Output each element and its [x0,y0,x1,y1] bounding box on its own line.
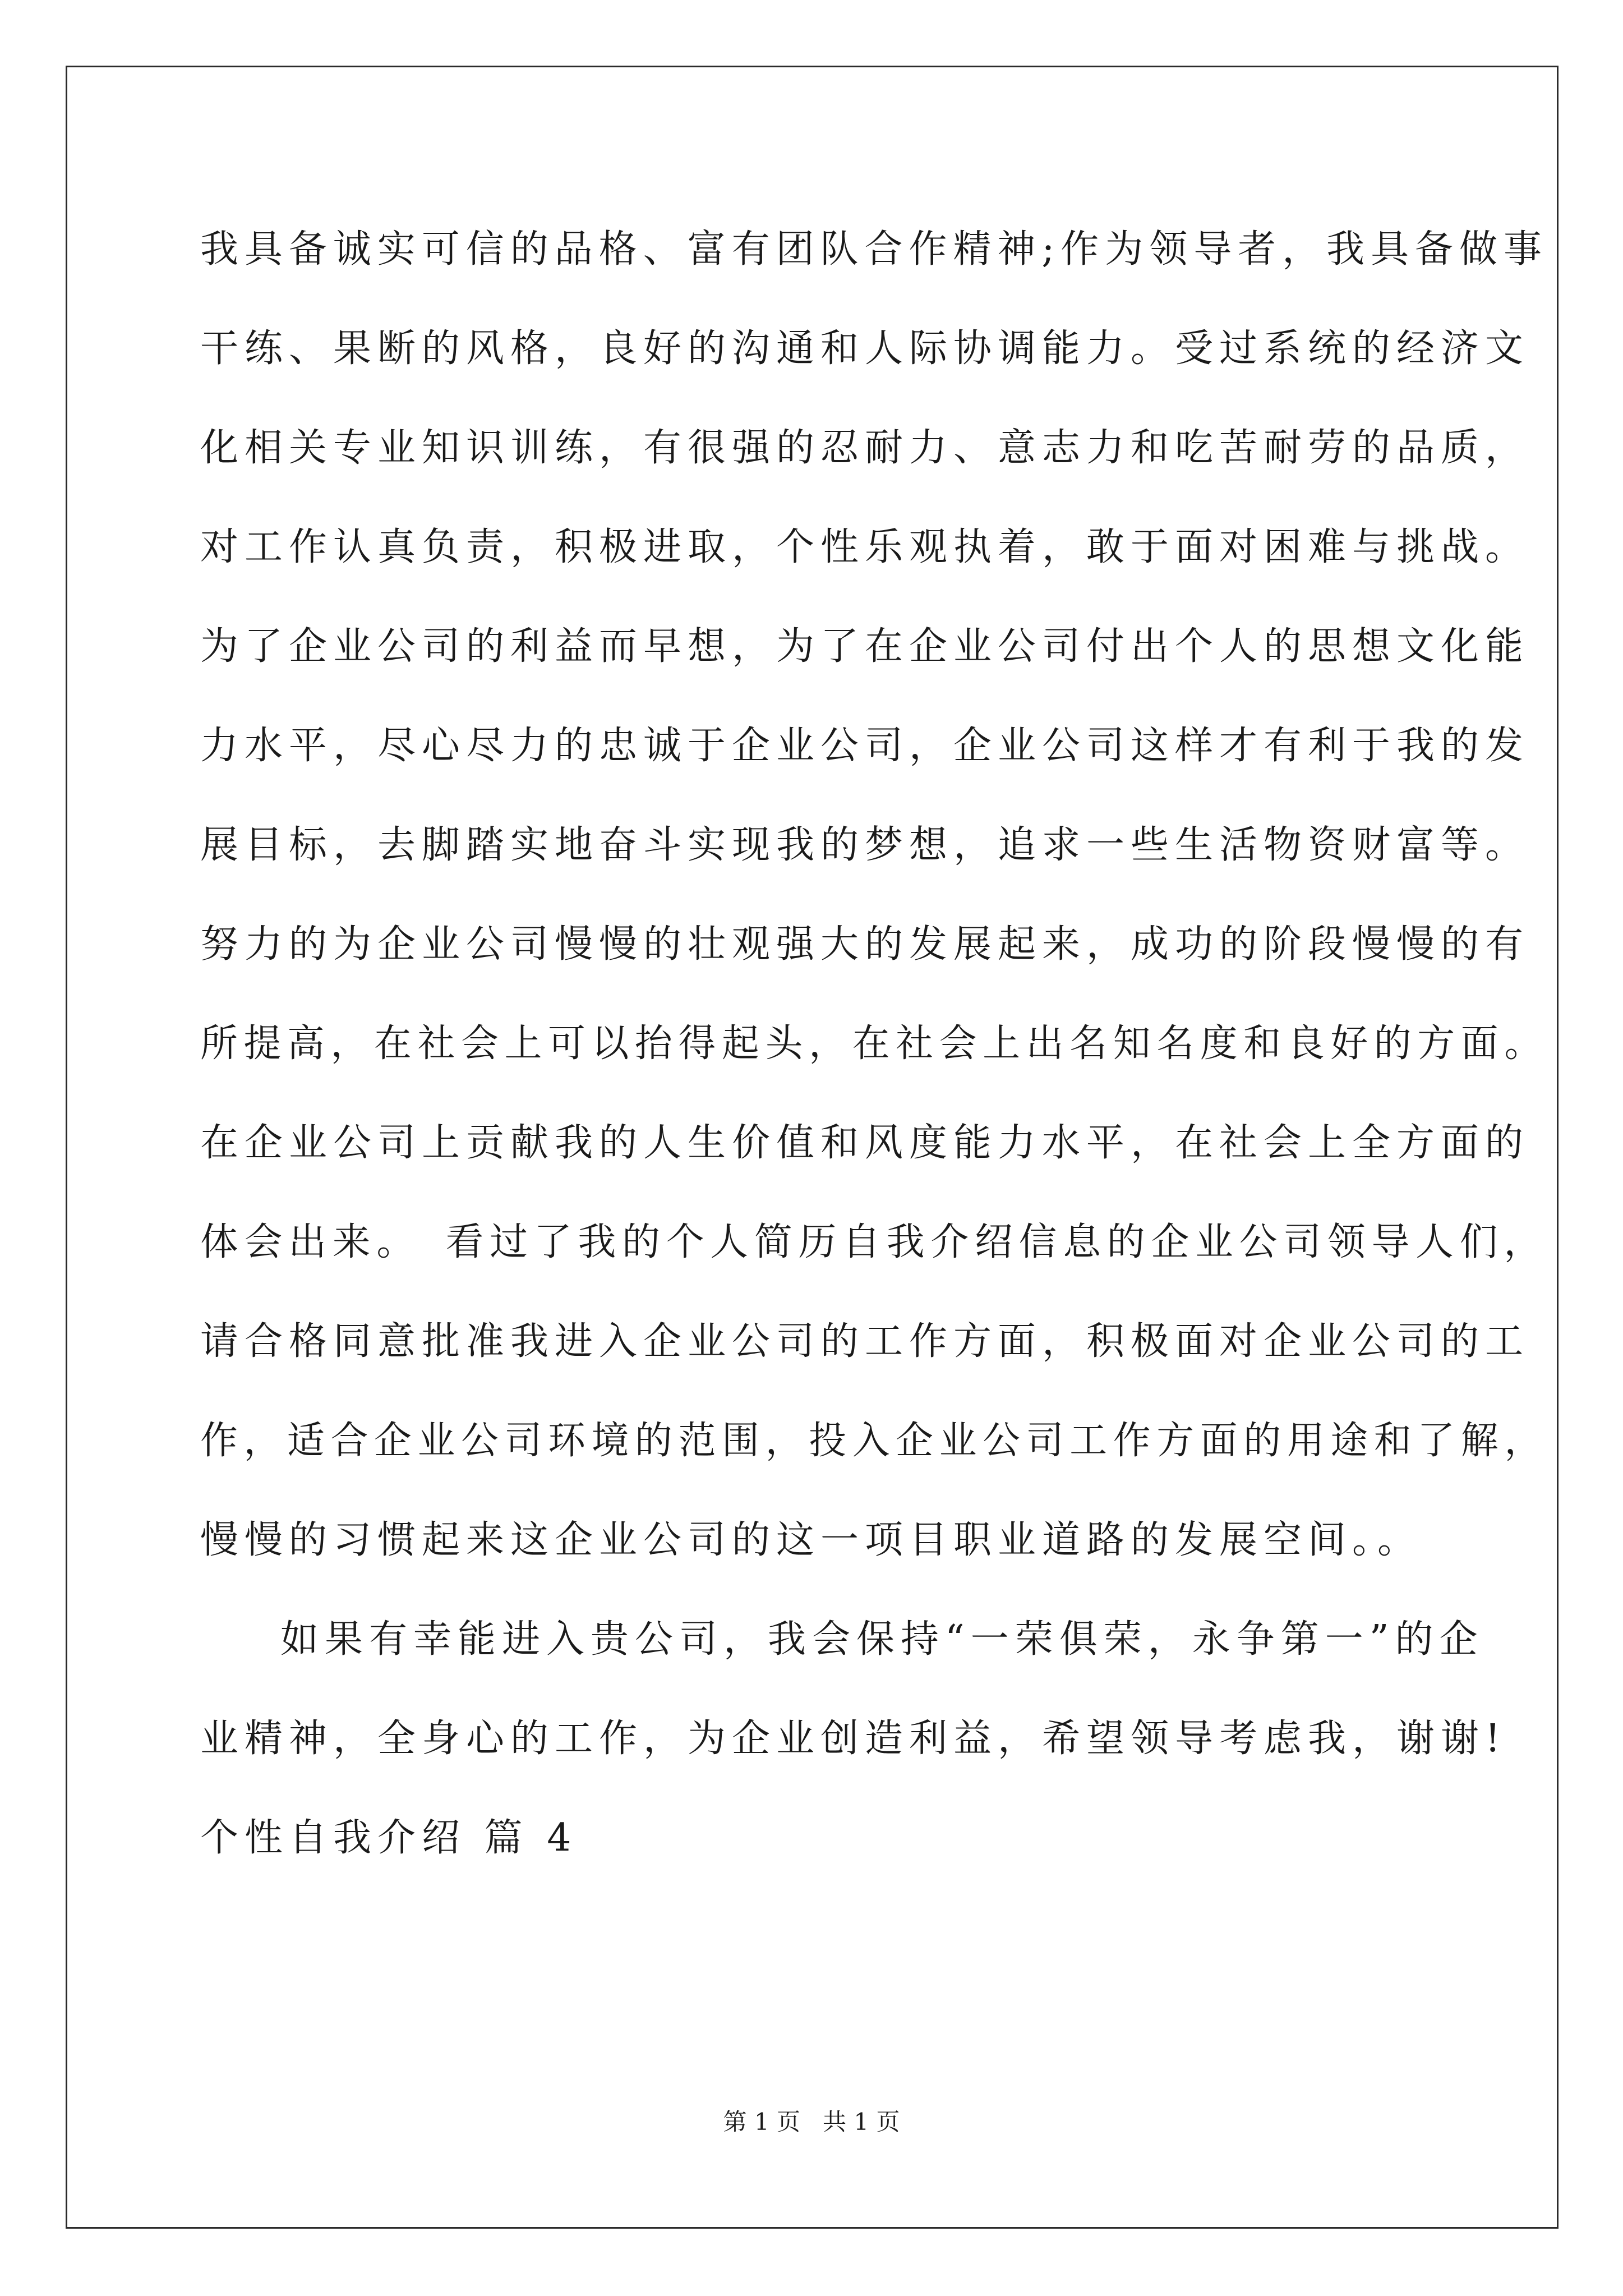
paragraph-line-5: 为了企业公司的利益而早想，为了在企业公司付出个人的思想文化能 [200,624,1530,669]
paragraph-line-2: 干练、果断的风格，良好的沟通和人际协调能力。受过系统的经济文 [200,326,1530,371]
paragraph-line-3: 化相关专业知识训练，有很强的忍耐力、意志力和吃苦耐劳的品质， [200,426,1530,470]
paragraph-line-11: 体会出来。 看过了我的个人简历自我介绍信息的企业公司领导人们， [200,1220,1548,1264]
paragraph-line-4: 对工作认真负责，积极进取，个性乐观执着，敢于面对困难与挑战。 [200,525,1530,569]
paragraph-line-15: 如果有幸能进入贵公司，我会保持“一荣俱荣，永争第一”的企 [280,1617,1484,1662]
paragraph-line-12: 请合格同意批准我进入企业公司的工作方面，积极面对企业公司的工 [200,1319,1530,1364]
paragraph-line-13: 作，适合企业公司环境的范围，投入企业公司工作方面的用途和了解， [200,1419,1548,1463]
paragraph-line-10: 在企业公司上贡献我的人生价值和风度能力水平，在社会上全方面的 [200,1121,1530,1165]
section-heading: 个性自我介绍 篇 4 [200,1816,578,1860]
paragraph-line-1: 我具备诚实可信的品格、富有团队合作精神;作为领导者，我具备做事 [200,227,1548,272]
paragraph-line-6: 力水平，尽心尽力的忠诚于企业公司，企业公司这样才有利于我的发 [200,724,1530,768]
paragraph-line-7: 展目标，去脚踏实地奋斗实现我的梦想，追求一些生活物资财富等。 [200,823,1530,867]
page-number-footer: 第 1 页 共 1 页 [723,2108,900,2136]
paragraph-line-9: 所提高，在社会上可以抬得起头，在社会上出名知名度和良好的方面。 [200,1022,1548,1066]
paragraph-line-16: 业精神，全身心的工作，为企业创造利益，希望领导考虑我，谢谢! [200,1717,1507,1761]
paragraph-line-8: 努力的为企业公司慢慢的壮观强大的发展起来，成功的阶段慢慢的有 [200,922,1530,967]
paragraph-line-14: 慢慢的习惯起来这企业公司的这一项目职业道路的发展空间。。 [200,1518,1422,1562]
